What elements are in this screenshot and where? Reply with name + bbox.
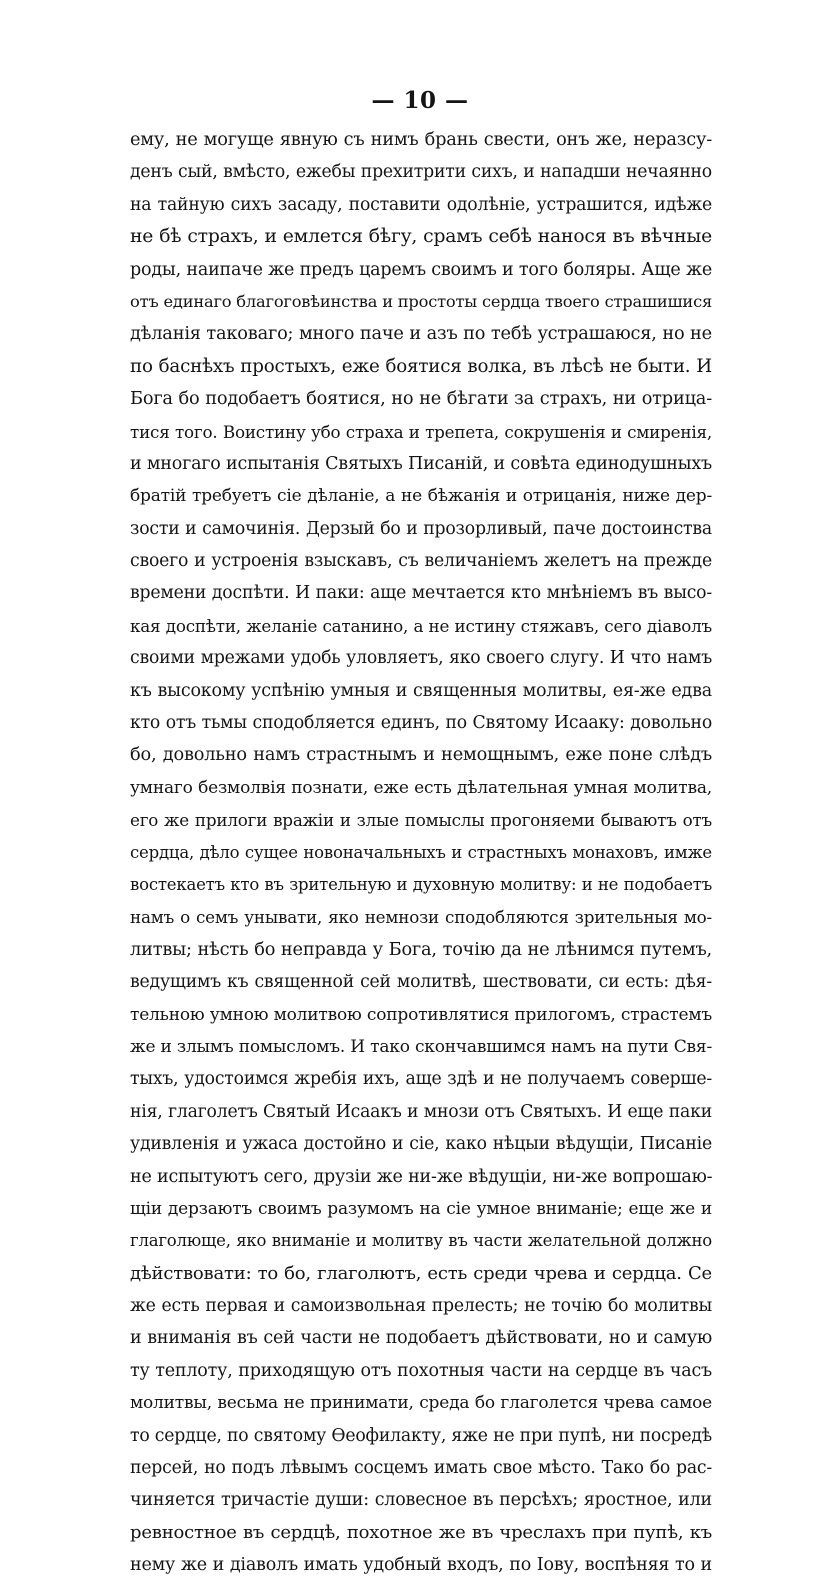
text-line: времени доспѣти. И паки: аще мечтается кто мнѣніемъ въ высо- (130, 583, 712, 604)
text-line: удивленія и ужаса достойно и сіе, како нѣцыи вѣдущіи, Писаніе (130, 1134, 712, 1155)
text-line: же есть первая и самоизвольная прелесть; не точію бо молитвы (130, 1296, 712, 1317)
text-line: то сердце, по святому Ѳеофилакту, яже не при пупѣ, ни посредѣ (130, 1425, 712, 1446)
text-line: ревностное въ сердцѣ, похотное же въ чреслахъ при пупѣ, къ (130, 1521, 712, 1543)
text-line: литвы; нѣсть бо неправда у Бога, точію да не лѣнимся путемъ, (130, 939, 712, 960)
page-number: — 10 — (371, 87, 469, 114)
text-line: на тайную сихъ засаду, поставити одолѣніе, устрашится, идѣже (130, 194, 712, 215)
text-line: по баснѣхъ простыхъ, еже боятися волка, въ лѣсѣ не быти. И (130, 355, 712, 377)
text-line: тися того. Воистину убо страха и трепета, сокрушенія и смиренія, (130, 421, 712, 442)
text-line: глаголюще, яко вниманіе и молитву въ части желательной должно (130, 1231, 712, 1251)
text-line: не бѣ страхъ, и емлется бѣгу, срамъ себѣ нанося въ вѣчные (130, 226, 712, 248)
text-line: дѣйствовати: то бо, глаголютъ, есть среди чрева и сердца. Се (130, 1262, 712, 1284)
text-line: умнаго безмолвія познати, еже есть дѣлательная умная молитва, (130, 777, 712, 798)
text-line: дѣланія таковаго; много паче и азъ по тебѣ устрашаюся, но не (130, 324, 712, 345)
text-line: не испытуютъ сего, друзіи же ни-же вѣдущіи, ни-же вопрошаю- (130, 1166, 712, 1187)
text-line: его же прилоги вражіи и злые помыслы прогоняеми бываютъ отъ (130, 810, 712, 831)
text-line: денъ сый, вмѣсто, ежебы прехитрити сихъ, и нападши нечаянно (130, 162, 712, 183)
text-line: тельною умною молитвою сопротивлятися прилогомъ, страстемъ (130, 1004, 712, 1025)
text-line: кая доспѣти, желаніе сатанино, а не истину стяжавъ, сего діаволъ (130, 615, 712, 636)
text-line: бо, довольно намъ страстнымъ и немощнымъ, еже поне слѣдъ (130, 745, 712, 766)
body-text (130, 124, 712, 1582)
text-line: востекаетъ кто въ зрительную и духовную молитву: и не подобаетъ (130, 874, 712, 894)
text-line: тыхъ, удостоимся жребія ихъ, аще здѣ и не получаемъ соверше- (130, 1069, 712, 1090)
text-line: отъ единаго благоговѣинства и простоты сердца твоего страшишися (130, 291, 712, 311)
text-line: и многаго испытанія Святыхъ Писаній, и совѣта единодушныхъ (130, 453, 712, 474)
text-line: щіи дерзаютъ своимъ разумомъ на сіе умное вниманіе; еще же и (130, 1198, 712, 1219)
text-line: ведущимъ къ священной сей молитвѣ, шествовати, си есть: дѣя- (130, 972, 712, 993)
text-line: намъ о семъ унывати, яко немнози сподобляются зрительныя мо- (130, 907, 712, 928)
text-line: молитвы, весьма не принимати, среда бо глаголется чрева самое (130, 1393, 712, 1414)
text-line: нему же и діаволъ имать удобный входъ, по Іову, воспѣняя то и (130, 1555, 712, 1576)
text-line: и вниманія въ сей части не подобаетъ дѣйствовати, но и самую (130, 1328, 712, 1349)
text-line: своего и устроенія взыскавъ, съ величаніемъ желетъ на прежде (130, 551, 712, 572)
text-line: персей, но подъ лѣвымъ сосцемъ имать свое мѣсто. Тако бо рас- (130, 1458, 712, 1479)
text-line: зости и самочинія. Дерзый бо и прозорливый, паче достоинства (130, 518, 712, 539)
text-line: ту теплоту, приходящую отъ похотныя части на сердце въ часъ (130, 1360, 712, 1381)
text-line: къ высокому успѣнію умныя и священныя молитвы, ея-же едва (130, 680, 712, 701)
text-line: роды, наипаче же предъ царемъ своимъ и того боляры. Аще же (130, 259, 712, 280)
text-line: кто отъ тьмы сподобляется единъ, по Святому Исааку: довольно (130, 713, 712, 734)
text-line: сердца, дѣло сущее новоначальныхъ и страстныхъ монаховъ, имже (130, 842, 712, 862)
text-line: чиняется тричастіе души: словесное въ персѣхъ; яростное, или (130, 1490, 712, 1511)
text-line: Бога бо подобаетъ боятися, но не бѣгати за страхъ, ни отрица- (130, 389, 712, 410)
text-line: своими мрежами удобь уловляетъ, яко своего слугу. И что намъ (130, 648, 712, 669)
text-line: братій требуетъ сіе дѣланіе, а не бѣжанія и отрицанія, ниже дер- (130, 486, 712, 507)
text-line: ему, не могуще явную съ нимъ брань свести, онъ же, неразсу- (130, 130, 712, 150)
text-line: нія, глаголетъ Святый Исаакъ и мнози отъ Святыхъ. И еще паки (130, 1101, 712, 1122)
text-line: же и злымъ помысломъ. И тако скончавшимся намъ на пути Свя- (130, 1036, 712, 1057)
